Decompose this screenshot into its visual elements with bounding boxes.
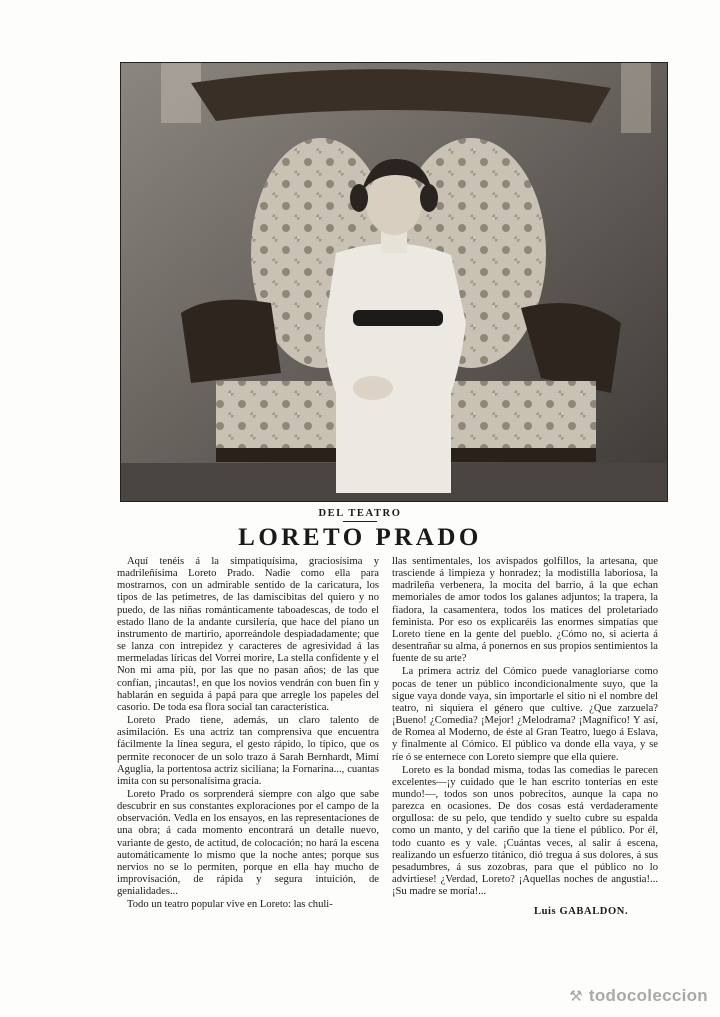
paragraph: Todo un teatro popular vive en Loreto: las chuli- <box>127 899 333 911</box>
paragraph: Loreto Prado tiene, además, un claro talento de asimilación. Es una actriz tan comprensiva que encuentra fácilmente la línea segura, el gesto rápido, lo típico, que os permite reconocer de un solo trazo á Sarah Bernhardt, Mimí Aguglia, la portentosa actriz siciliana; la Fornarina..., cuantas imita con su personalísima gracia. <box>117 715 379 787</box>
paragraph: llas sentimentales, los avispados golfillos, la artesana, que trasciende á limpieza y honradez; la modistilla laboriosa, la madrileña verbenera, la mocita del barrio, á la que echan memoriales de amor todos los galanes adjuntos; la trapera, la fiadora, la casamentera, todos los matices del proletariado feminista. Por eso os explicaréis las enormes simpatías que Loreto tiene en la gente del pueblo. ¿Cómo no, si acierta á desentrañar su alma, á ponernos en sus propios sentimientos la fuente de su arte? <box>392 556 658 665</box>
headline: LORETO PRADO <box>238 524 482 551</box>
watermark-text: todocoleccion <box>588 986 708 1005</box>
watermark <box>0 986 708 1006</box>
article-column-left <box>117 556 379 913</box>
section-label: DEL TEATRO <box>318 508 402 519</box>
portrait-photo-drawing <box>121 63 667 501</box>
decorative-rule <box>343 521 377 522</box>
portrait-photo <box>120 62 668 502</box>
paragraph: La primera actriz del Cómico puede vanagloriarse como pocas de tener un público incondicionalmente suyo, que la sigue vaya donde vaya, sin importarle el sitio ni el nombre del teatro, ni siquiera el género que cultive. ¿Que zarzuela? ¡Bueno! ¿Comedia? ¡Mejor! ¿Melodrama? ¡Magnífico! Y así, de Romea al Moderno, de éste al Gran Teatro, luego á Eslava, y finalmente al Cómico. El público va donde ella vaya, y se ríe ó se enternece con Loreto siempre que ella quiere. <box>392 666 658 763</box>
paragraph: Aquí tenéis á la simpatiquísima, graciosísima y madrileñísima Loreto Prado. Nadie como ella para mostrarnos, con un admirable sentido de la caricatura, los tipos de las petimetres, de las damiscibitas del quiero y no puedo, de las niñas románticamente taboadescas, de todo el estado llano de la andante cursilería, que hace del piano un instrumento de martirio, aporreándole despiadadamente; que se lanza con intrepidez y caracteres de agresividad á las mermeladas líricas del Vorrei morire, La stella confidente y el Non mi ama più, por las que no pasan años; de las que confían, ¡incautas!, en que los novios vendrán con buen fin y hablarán en seguida á papá para que arregle los papeles del casorio. De toda esa flora social tan característica. <box>117 556 379 713</box>
paragraph: Loreto es la bondad misma, todas las comedias le parecen excelentes—¡y cuidado que le han escrito tonterías en este mundo!—, todos son unos pobrecitos, aunque la capa no parezca en ocasiones. De dos cosas está verdaderamente orgullosa: de su pelo, que tendido y suelto cubre su espalda como un manto, y del cariño que la tiene el público. Por él, todo cuanto es y vale. ¡Cuántas veces, al salir á escena, realizando un esfuerzo titánico, dió tregua á sus dolores, á sus pesadumbres, á sus zozobras, para que el público no lo advirtiese! ¿Verdad, Loreto? ¡Aquellas noches de angustia!... ¡Su madre se moría!... <box>392 764 658 898</box>
author-signature: Luis GABALDON. <box>534 906 629 917</box>
article-column-right <box>392 556 658 899</box>
gavel-icon: ⚒ <box>569 988 583 1005</box>
paragraph: Loreto Prado os sorprenderá siempre con algo que sabe descubrir en sus constantes exploraciones por el campo de la observación. Vedla en los ensayos, en las representaciones de una obra; á cada momento encontrará un detalle nuevo, variante de gesto, de actitud, de colocación; no hará la escena automáticamente lo mismo que la noche antes; porque sus nervios no se lo permiten, porque en ella hay mucho de improvisación, de rápida y segura intuición, de genialidades... <box>117 788 379 898</box>
